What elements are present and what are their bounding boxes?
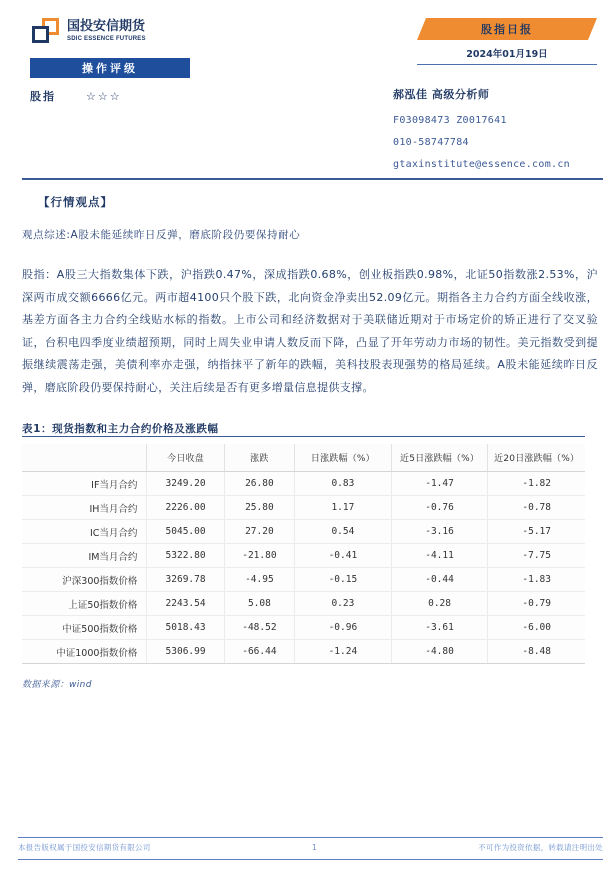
cell-d20: -0.79 xyxy=(488,592,585,616)
row-label: 中证1000指数价格 xyxy=(22,640,147,664)
report-type-banner xyxy=(417,18,597,40)
table-row xyxy=(22,496,585,520)
column-header-d5: 近5日涨跌幅（%） xyxy=(391,444,488,472)
cell-change: -48.52 xyxy=(224,616,294,640)
cell-d5: 0.28 xyxy=(391,592,488,616)
table-header-row xyxy=(22,444,585,472)
column-header-0 xyxy=(22,444,147,472)
table-row xyxy=(22,568,585,592)
footer-divider-bottom xyxy=(18,859,603,861)
cell-d20: -8.48 xyxy=(488,640,585,664)
cell-d1: 0.54 xyxy=(295,520,392,544)
column-header-change: 涨跌 xyxy=(224,444,294,472)
cell-change: 25.80 xyxy=(224,496,294,520)
report-type-label: 股指日报 xyxy=(481,23,533,36)
cell-change: 26.80 xyxy=(224,472,294,496)
footer-disclaimer: 不可作为投资依据，转载请注明出处 xyxy=(478,842,603,852)
analyst-name: 郝泓佳 高级分析师 xyxy=(393,88,490,101)
cell-d1: -1.24 xyxy=(295,640,392,664)
table-row xyxy=(22,640,585,664)
page-footer xyxy=(18,838,603,856)
table-caption: 表1：现货指数和主力合约价格及涨跌幅 xyxy=(22,423,219,436)
cell-d20: -6.00 xyxy=(488,616,585,640)
header-divider xyxy=(22,178,603,180)
cell-d5: -0.44 xyxy=(391,568,488,592)
cell-d5: -3.61 xyxy=(391,616,488,640)
cell-d5: -0.76 xyxy=(391,496,488,520)
row-label: IH当月合约 xyxy=(22,496,147,520)
cell-d1: -0.15 xyxy=(295,568,392,592)
row-label: 沪深300指数价格 xyxy=(22,568,147,592)
view-summary: 观点综述:A股未能延续昨日反弹，磨底阶段仍要保持耐心 xyxy=(22,229,301,241)
cell-close: 3269.78 xyxy=(147,568,224,592)
company-logo xyxy=(30,18,330,46)
page-content xyxy=(22,190,598,690)
analyst-certificate-numbers: F03098473 Z0017641 xyxy=(393,115,507,126)
cell-close: 5018.43 xyxy=(147,616,224,640)
cell-d20: -0.78 xyxy=(488,496,585,520)
row-label: IC当月合约 xyxy=(22,520,147,544)
rating-row xyxy=(30,88,122,104)
table-header xyxy=(22,444,585,472)
rating-stars-icon: ☆☆☆ xyxy=(86,89,122,103)
analyst-contact-block xyxy=(393,86,608,170)
analyst-email[interactable]: gtaxinstitute@essence.com.cn xyxy=(393,159,570,170)
table-container xyxy=(22,436,585,664)
market-commentary-paragraph: 股指：A股三大指数集体下跌，沪指跌0.47%，深成指跌0.68%，创业板指跌0.98%，北证50指数涨2.53%，沪深两市成交额6666亿元。两市超4100只个股下跌，北向资金净卖出52.09亿元。期指各主力合约方面全线收涨，基差方面各主力合约全线贴水标的指数。上市公司和经济数据对于美联储近期对于市场定价的矫正进行了交叉验证，台积电四季度业绩超预期，同时上周失业申请人数反而下降，凸显了开年劳动力市场的韧性。美元指数受到提振继续震荡走强，美债利率亦走强，纳指抹平了新年的跌幅，美科技股表现强势的格局延续。A股未能延续昨日反弹，磨底阶段仍要保持耐心，关注后续是否有更多增量信息提供支撑。 xyxy=(22,268,598,394)
cell-d5: -3.16 xyxy=(391,520,488,544)
cell-change: -21.80 xyxy=(224,544,294,568)
cell-close: 2226.00 xyxy=(147,496,224,520)
section-title-market-view: 【行情观点】 xyxy=(38,195,113,209)
table-row xyxy=(22,592,585,616)
logo-english-name: SDIC ESSENCE FUTURES xyxy=(67,36,146,42)
footer-copyright: 本报告版权属于国投安信期货有限公司 xyxy=(18,842,151,852)
table-body xyxy=(22,472,585,664)
logo-mark-icon xyxy=(30,18,62,46)
table-row xyxy=(22,472,585,496)
cell-change: 5.08 xyxy=(224,592,294,616)
cell-d1: 0.23 xyxy=(295,592,392,616)
cell-d1: 0.83 xyxy=(295,472,392,496)
cell-change: 27.20 xyxy=(224,520,294,544)
data-source-note: 数据来源：wind xyxy=(22,680,92,691)
cell-change: -66.44 xyxy=(224,640,294,664)
cell-close: 3249.20 xyxy=(147,472,224,496)
table-row xyxy=(22,616,585,640)
cell-d20: -1.82 xyxy=(488,472,585,496)
cell-d1: -0.96 xyxy=(295,616,392,640)
logo-blue-square-icon xyxy=(32,26,49,43)
page-header xyxy=(0,0,615,180)
row-label: IM当月合约 xyxy=(22,544,147,568)
row-label: 上证50指数价格 xyxy=(22,592,147,616)
column-header-d20: 近20日涨跌幅（%） xyxy=(488,444,585,472)
cell-d1: 1.17 xyxy=(295,496,392,520)
index-futures-table xyxy=(22,444,585,664)
cell-d20: -5.17 xyxy=(488,520,585,544)
table-row xyxy=(22,520,585,544)
footer-page-number: 1 xyxy=(311,842,317,852)
logo-chinese-name: 国投安信期货 xyxy=(67,19,146,34)
report-date: 2024年01月19日 xyxy=(417,46,597,65)
cell-d20: -7.75 xyxy=(488,544,585,568)
cell-d20: -1.83 xyxy=(488,568,585,592)
rating-product-label: 股指 xyxy=(30,90,56,103)
cell-change: -4.95 xyxy=(224,568,294,592)
cell-d5: -4.11 xyxy=(391,544,488,568)
row-label: 中证500指数价格 xyxy=(22,616,147,640)
operation-rating-label: 操作评级 xyxy=(82,62,138,75)
cell-close: 2243.54 xyxy=(147,592,224,616)
row-label: IF当月合约 xyxy=(22,472,147,496)
cell-d5: -4.80 xyxy=(391,640,488,664)
cell-close: 5306.99 xyxy=(147,640,224,664)
operation-rating-bar xyxy=(30,58,190,78)
cell-d1: -0.41 xyxy=(295,544,392,568)
column-header-d1: 日涨跌幅（%） xyxy=(295,444,392,472)
cell-close: 5045.00 xyxy=(147,520,224,544)
analyst-phone: 010-58747784 xyxy=(393,137,469,148)
table-row xyxy=(22,544,585,568)
column-header-close: 今日收盘 xyxy=(147,444,224,472)
cell-close: 5322.80 xyxy=(147,544,224,568)
cell-d5: -1.47 xyxy=(391,472,488,496)
